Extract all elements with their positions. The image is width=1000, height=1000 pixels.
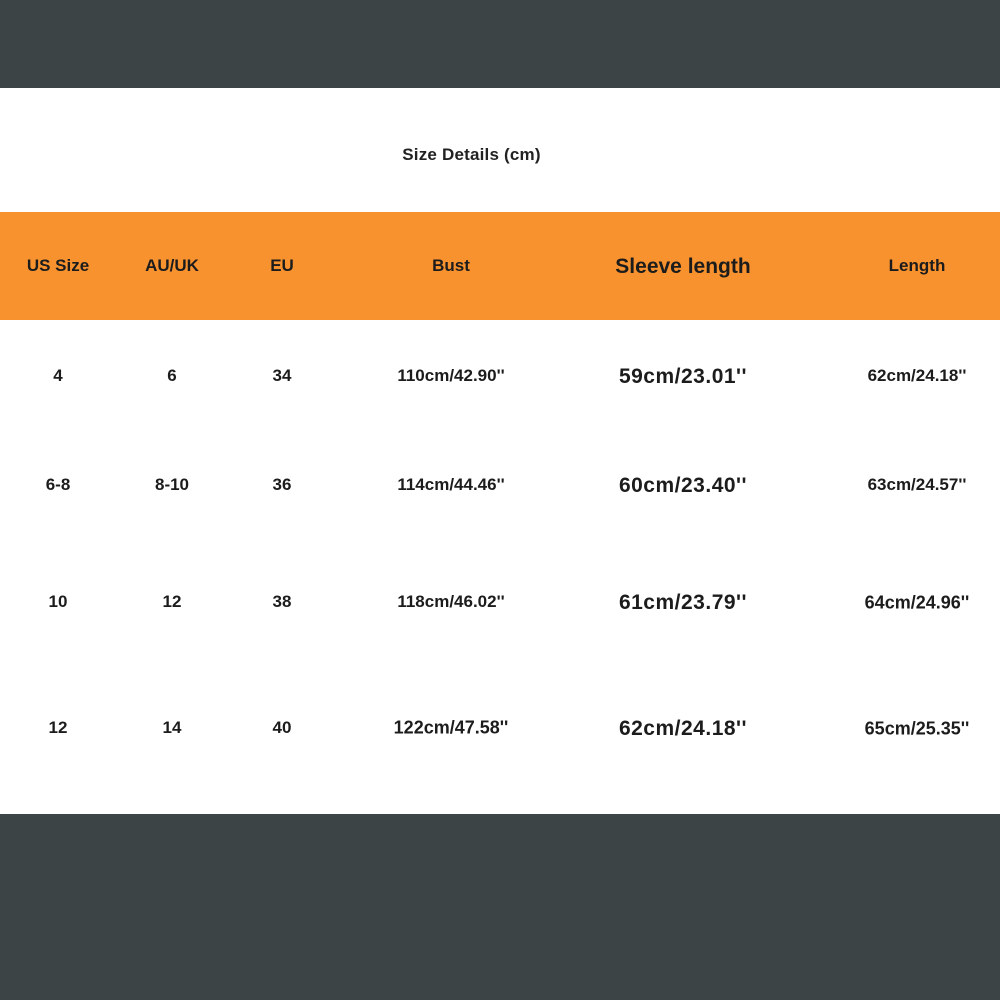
table-cell: 14 [162,718,182,737]
table-cell: 12 [162,592,182,611]
table-cell: 34 [272,366,292,385]
header-us-size: US Size [26,256,90,275]
table-cell: 10 [48,592,68,611]
table-cell: 114cm/44.46'' [397,475,505,494]
table-cell: 8-10 [154,475,190,494]
table-cell: 64cm/24.96'' [864,592,970,613]
table-cell: 60cm/23.40'' [618,474,748,497]
table-cell: 122cm/47.58'' [393,717,509,738]
header-bust: Bust [432,256,470,275]
table-cell: 6-8 [45,475,71,494]
table-cell: 36 [272,475,292,494]
table-cell: 4 [53,366,63,385]
table-cell: 40 [272,718,292,737]
header-sleeve-length: Sleeve length [615,255,751,278]
chart-title: Size Details (cm) [402,145,541,164]
table-cell: 62cm/24.18'' [618,717,748,740]
table-cell: 63cm/24.57'' [867,475,967,494]
table-cell: 6 [167,366,177,385]
table-cell: 118cm/46.02'' [397,592,505,611]
table-cell: 65cm/25.35'' [864,718,970,739]
header-eu: EU [270,256,294,275]
table-cell: 110cm/42.90'' [397,366,505,385]
table-cell: 59cm/23.01'' [618,365,748,388]
header-au-uk: AU/UK [145,256,199,275]
table-cell: 62cm/24.18'' [867,366,967,385]
table-cell: 38 [272,592,292,611]
table-cell: 12 [48,718,68,737]
size-chart-panel [0,88,1000,814]
header-length: Length [888,256,946,275]
table-cell: 61cm/23.79'' [618,591,748,614]
